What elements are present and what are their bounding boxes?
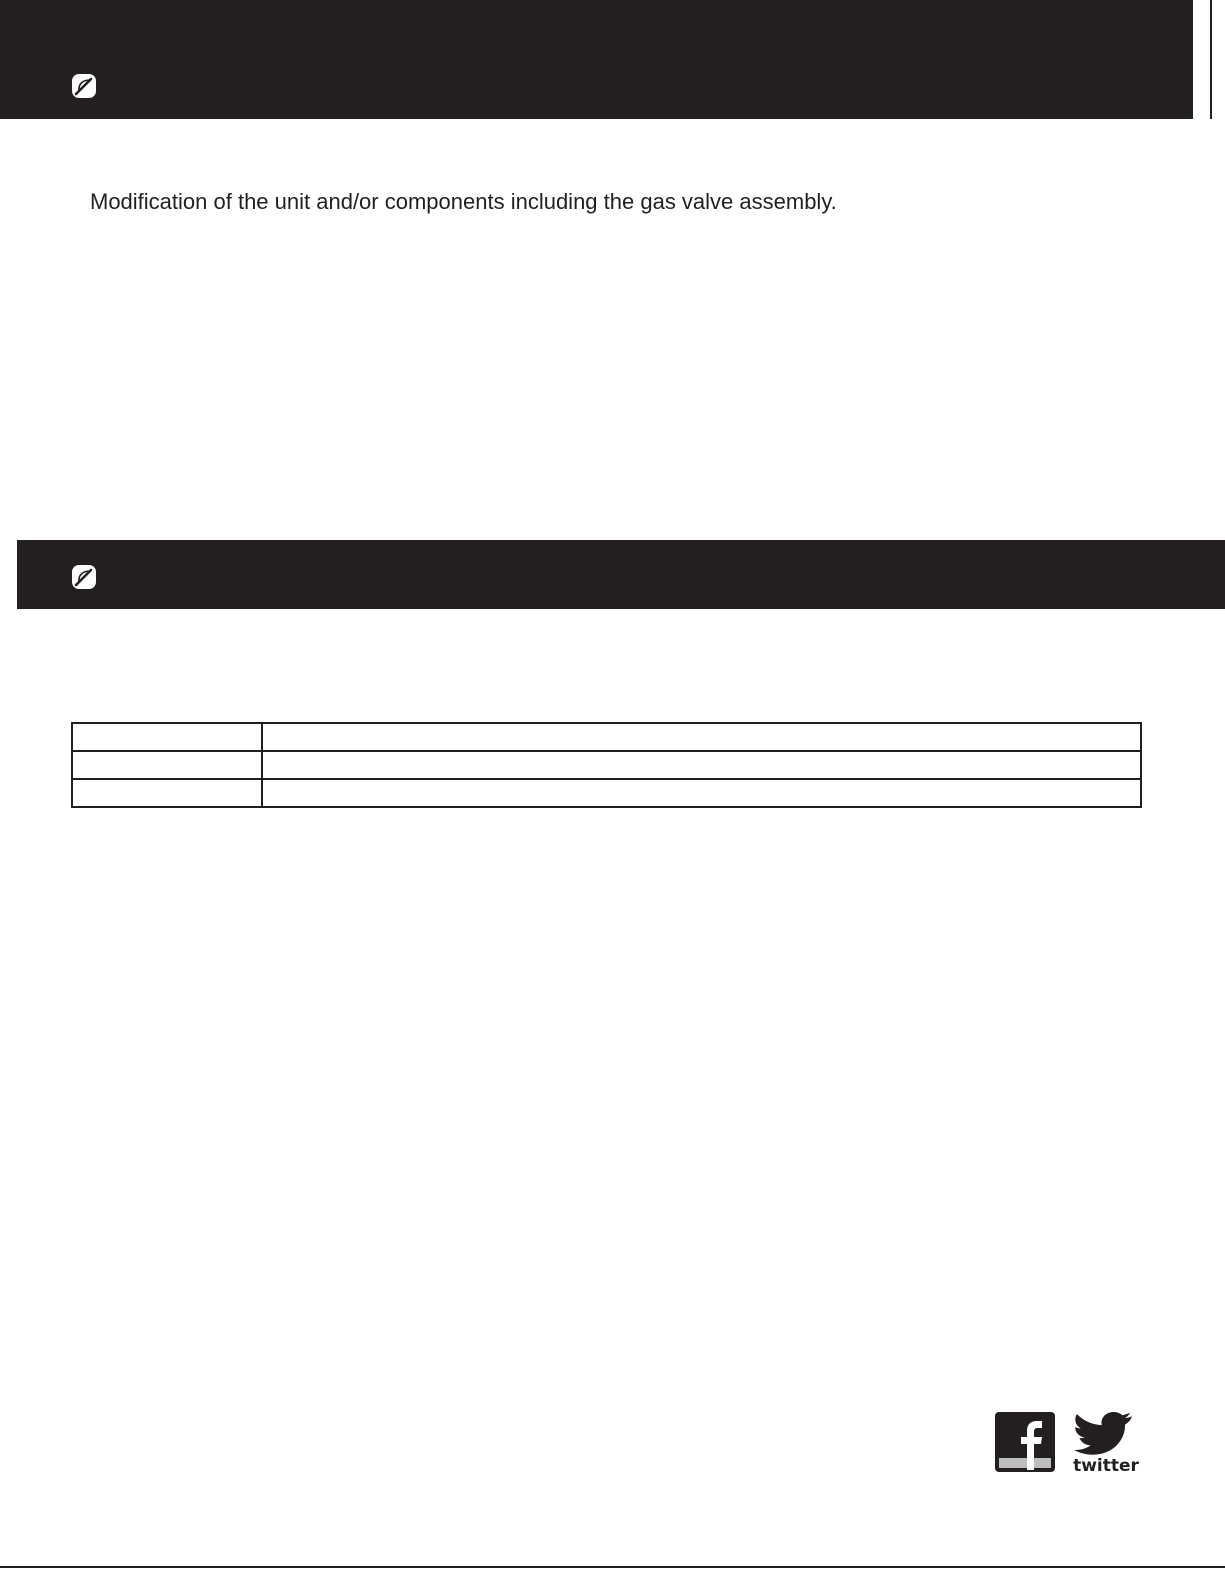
header-bar: [0, 0, 1193, 119]
spec-table: [71, 722, 1142, 808]
section-bar: [17, 540, 1225, 609]
twitter-wordmark: twitter: [1073, 1456, 1139, 1474]
table-cell-label: [72, 723, 262, 751]
bottom-rule: [0, 1566, 1225, 1568]
table-row: [72, 723, 1141, 751]
table-row: [72, 751, 1141, 779]
table-cell-value: [262, 723, 1141, 751]
body-paragraph: Modification of the unit and/or components including the gas valve assembly.: [90, 189, 837, 214]
table-cell-label: [72, 751, 262, 779]
table-row: [72, 779, 1141, 807]
table-cell-label: [72, 779, 262, 807]
table-cell-value: [262, 779, 1141, 807]
table-cell-value: [262, 751, 1141, 779]
facebook-icon[interactable]: [994, 1411, 1056, 1473]
edge-rule: [1210, 0, 1212, 119]
twitter-icon[interactable]: [1070, 1410, 1142, 1474]
leaf-icon: [71, 73, 97, 99]
leaf-icon: [71, 564, 97, 590]
